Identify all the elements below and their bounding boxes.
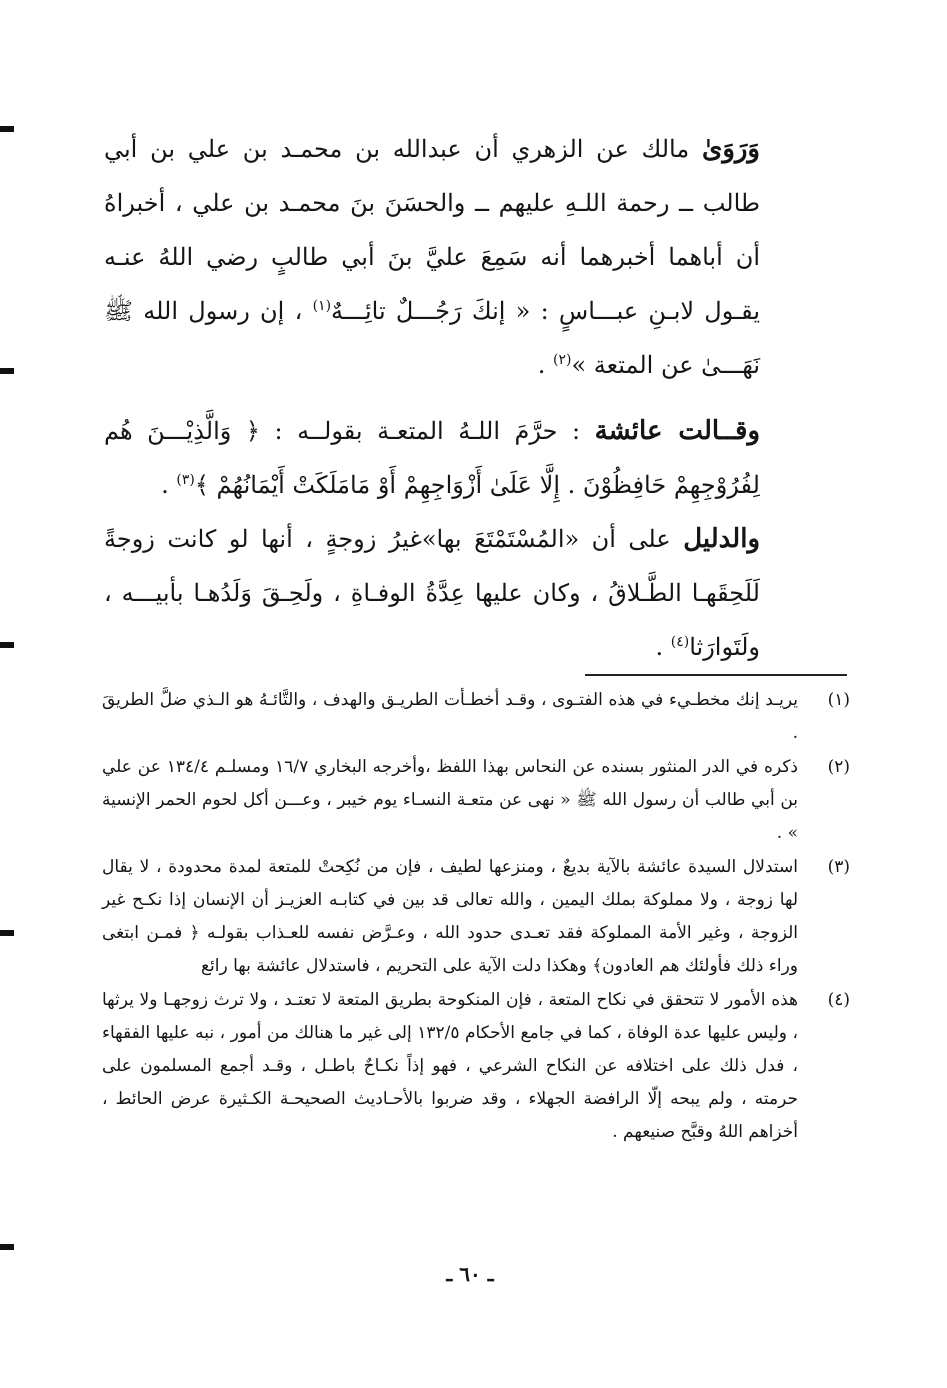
paragraph-body: مالك عن الزهري أن عبدالله بن محمـد بن علي بن أبي طالب ــ رحمة اللـهِ عليهم ــ والحسَنَ بنَ محمـد بن علي ، أخبراهُ أن أباهما أخبرهما أنه سَمِعَ عليَّ بنَ أبي طالبٍ رضي اللهُ عنـه يقـول لابـنِ عبـــاسٍ : « إنكَ رَجُـــلٌ تائِـــهٌ	[104, 135, 760, 325]
footnote-ref: (٢)	[552, 352, 572, 368]
footnote-item	[102, 751, 850, 850]
footnote-number: (٣)	[827, 857, 850, 877]
paragraph-1	[104, 122, 760, 392]
margin-mark	[0, 1244, 14, 1250]
footnote-number: (٢)	[827, 757, 850, 777]
margin-mark	[0, 642, 14, 648]
main-text	[104, 122, 760, 674]
paragraph-lead: والدليل	[683, 524, 760, 554]
paragraph-tail: .	[161, 471, 177, 499]
paragraph-end: .	[537, 351, 553, 379]
footnote-ref: (٣)	[176, 472, 195, 488]
footnote-item	[102, 684, 850, 750]
footnote-number: (٤)	[827, 990, 850, 1010]
footnote-text: يريـد إنك مخطـيء في هذه الفتـوى ، وقـد أخطـأت الطريـق والهدف ، والتَّائـهُ هو الـذي ضلَّ الطريقَ .	[102, 690, 798, 743]
margin-mark	[0, 126, 14, 132]
footnote-text: ذكره في الدر المنثور بسنده عن النحاس بهذا اللفظ ،وأخرجه البخاري ١٦/٧ ومسلـم ١٣٤/٤ عن علي بن أبي طالب أن رسول الله ﷺ « نهى عن متعـة النسـاء يوم خيبر ، وعـــن أكل لحوم الحمر الإنسية » .	[102, 757, 798, 843]
margin-mark	[0, 368, 14, 374]
footnote-ref: (٤)	[670, 634, 690, 650]
paragraph-tail: .	[655, 633, 671, 661]
paragraph-tail: ، إن رسول الله ﷺ نَهَـــىٰ عن المتعة »	[104, 297, 760, 379]
footnote-divider	[585, 674, 847, 676]
footnotes	[102, 684, 850, 1150]
paragraph-body: على أن «المُسْتَمْتَعَ بها»غيرُ زوجةٍ ، أنها لو كانت زوجةً لَلَحِقَهـا الطَّـلاقُ ، وكان عليها عِدَّةُ الوفـاةِ ، ولَحِـقَ وَلَدُهـا بأبيـــه ، ولَتَوارَثا	[104, 525, 760, 661]
footnote-text: استدلال السيدة عائشة بالآية بديعٌ ، ومنزعها لطيف ، فإن من نُكِحتْ للمتعة لمدة محدودة ، لا يقال لها زوجة ، ولا مملوكة بملك اليمين ، والله تعالى قد بين في كتابـه العزيـز أن الإنسان إذا نكـح غير الزوجة ، وغير الأمة المملوكة فقد تعـدى حدود الله ، وعـرَّض نفسه للعـذاب بقولـه ﴿ فمـن ابتغى وراء ذلك فأولئك هم العادون﴾ وهكذا دلت الآية على التحريم ، فاستدلال عائشة بها رائع	[102, 857, 798, 976]
margin-mark	[0, 930, 14, 936]
paragraph-lead: وقــالت عائشة	[594, 416, 761, 446]
paragraph-body: : حرَّمَ اللـهُ المتعـة بقولــه : ﴿ وَالَّذِيْـــنَ هُم لِفُرُوْجِهِمْ حَافِظُوْنَ . إِلَّا عَلَىٰ أَزْوَاجِهِمْ أَوْ مَامَلَكَتْ أَيْمَانُهُمْ ﴾	[104, 417, 760, 499]
footnote-number: (١)	[827, 690, 850, 710]
footnote-item	[102, 984, 850, 1149]
footnote-text: هذه الأمور لا تتحقق في نكاح المتعة ، فإن المنكوحة بطريق المتعة لا تعتـد ، ولا ترث زوجهـا ولا يرثها ، وليس عليها عدة الوفاة ، كما في جامع الأحكام ١٣٢/٥ إلى غير ما هنالك من أمور ، نبه عليها الفقهاء ، فدل ذلك على اختلافه عن النكاح الشرعي ، فهو إذاً نكـاحٌ باطـل ، وقـد أجمع المسلمون على حرمته ، ولم يبحه إلّا الرافضة الجهلاء ، وقد ضربوا بالأحـاديث الصحيحـة الكـثيرة عرض الحائط ، أخزاهم اللهُ وقبَّح صنيعهم .	[102, 990, 798, 1142]
paragraph-lead: وَرَوَىٰ	[701, 134, 760, 164]
page-number: ـ ٦٠ ـ	[446, 1262, 494, 1286]
paragraph-3	[104, 512, 760, 674]
footnote-ref: (١)	[312, 298, 332, 314]
footnote-item	[102, 851, 850, 983]
paragraph-2	[104, 404, 760, 512]
